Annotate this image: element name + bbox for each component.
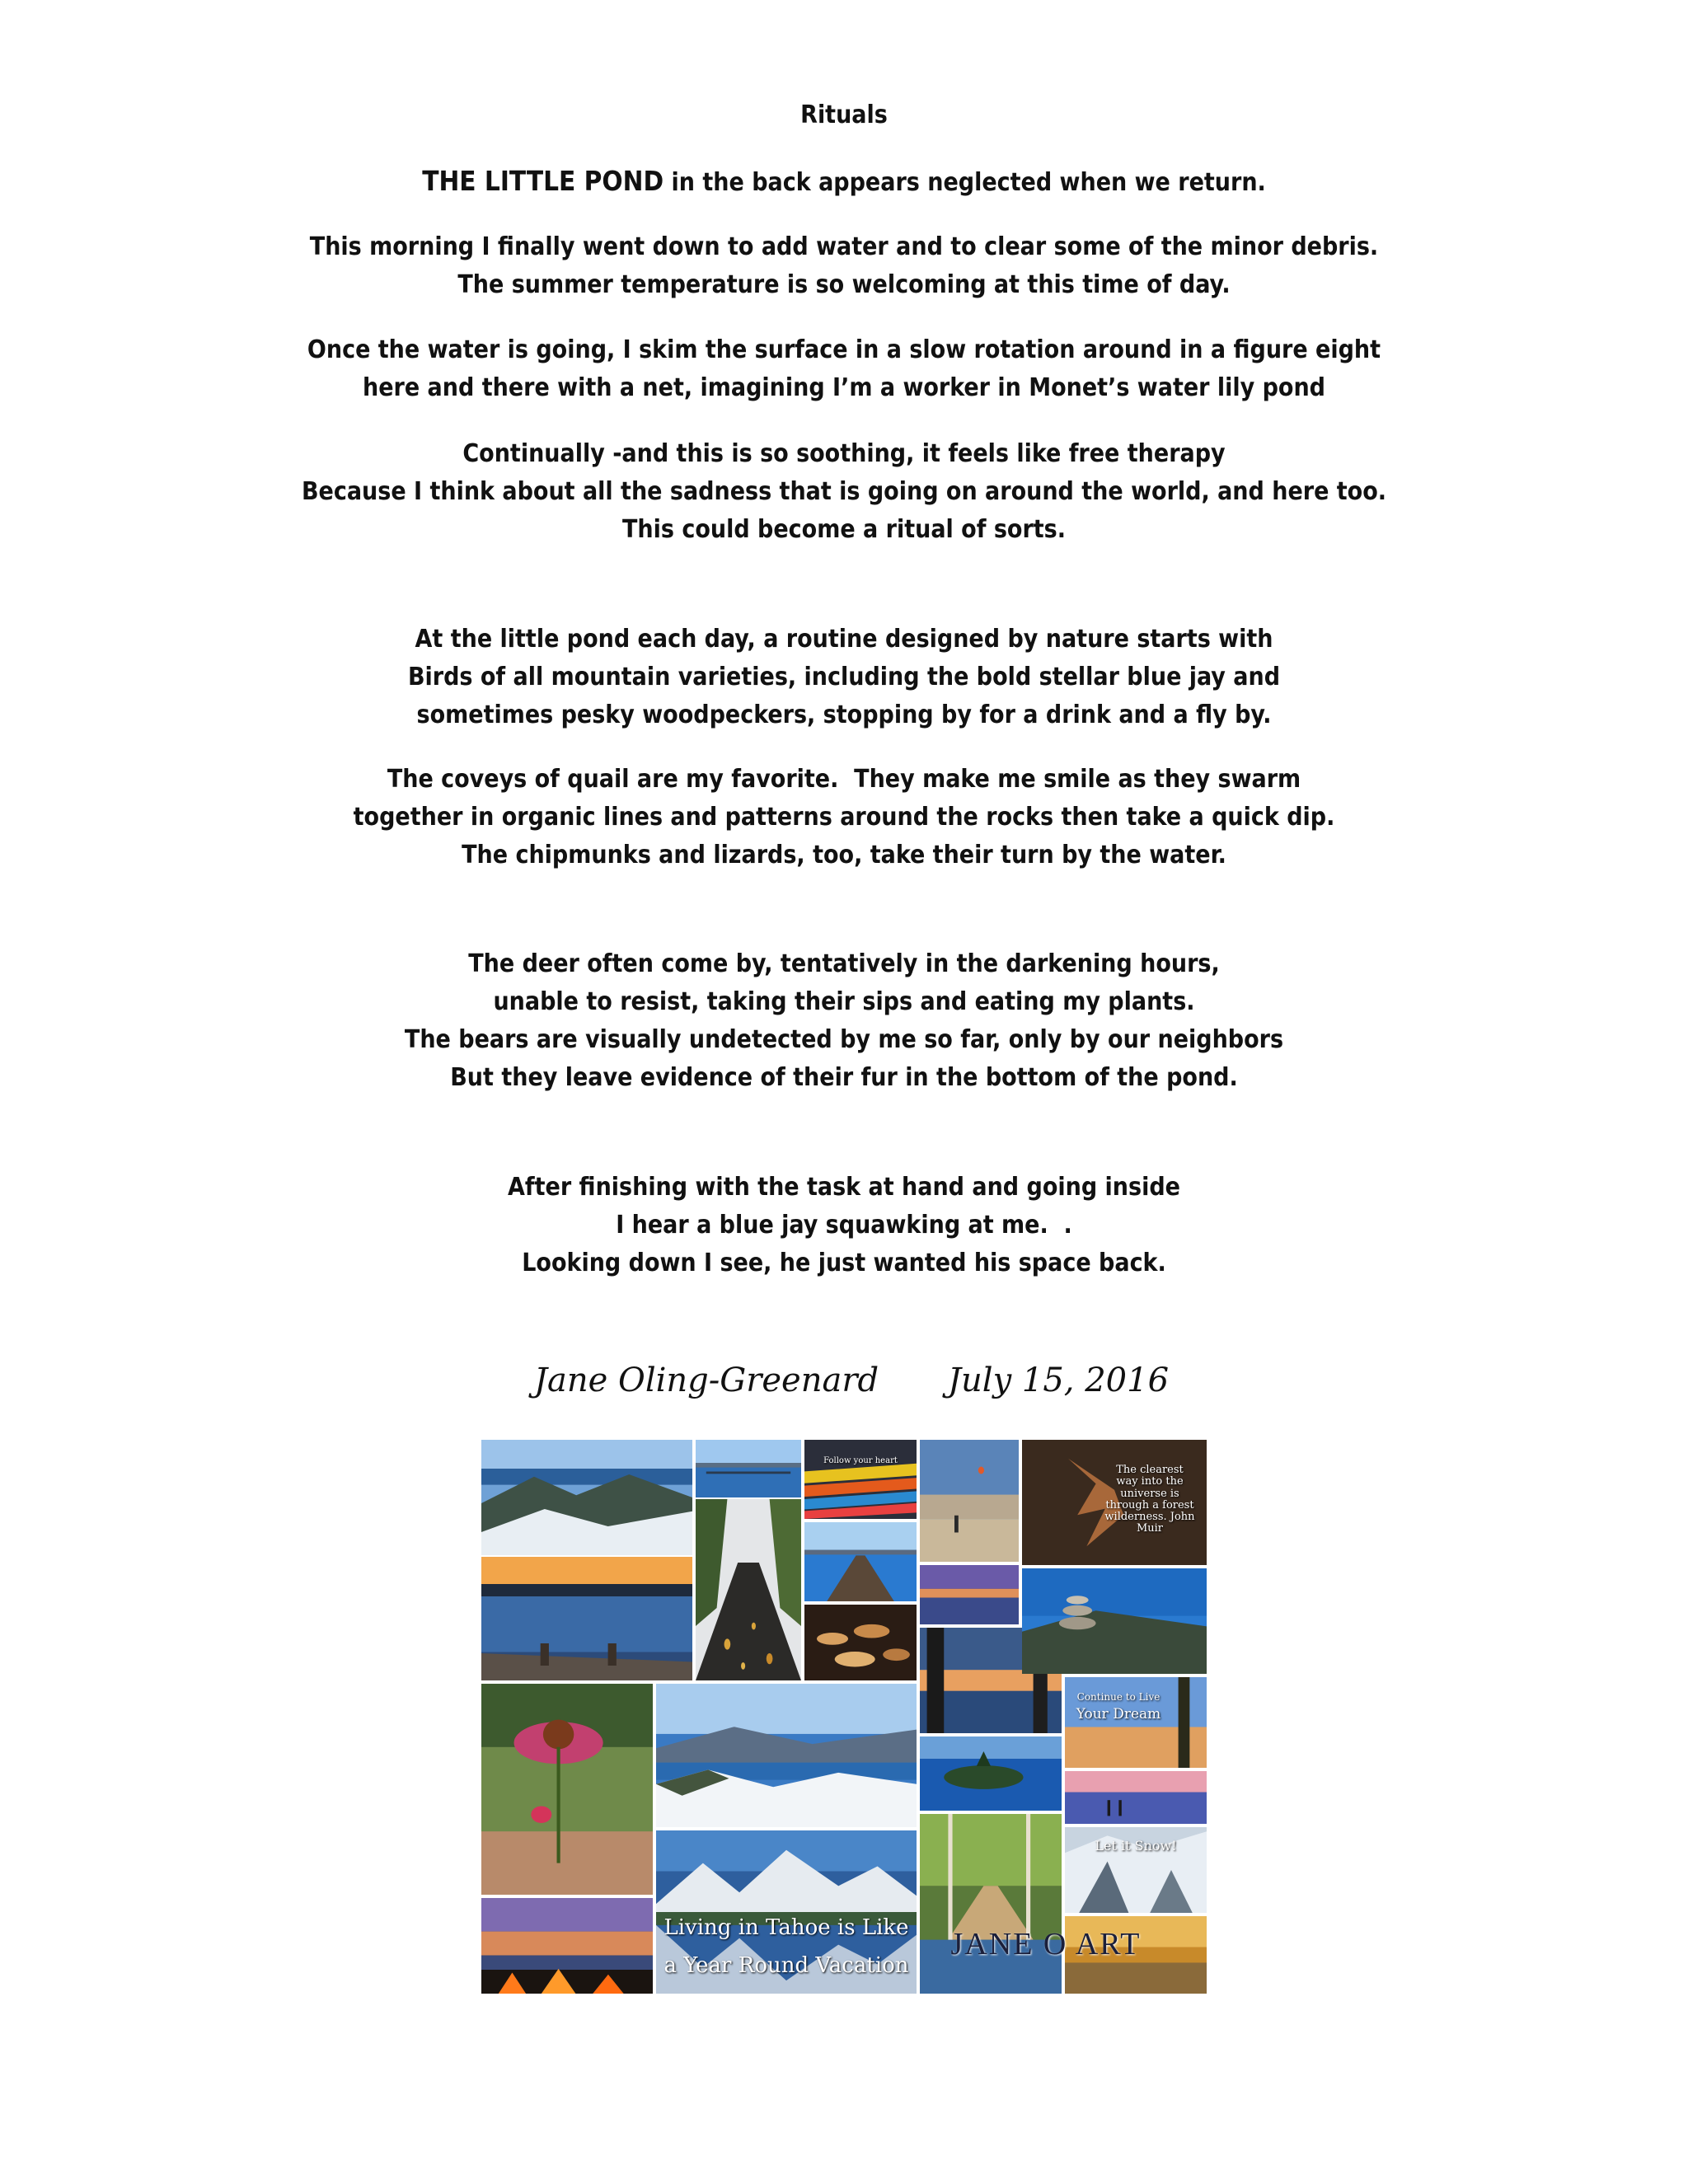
signature-date: July 15, 2016 [948, 1361, 1170, 1399]
poem-line-17: The bears are visually undetected by me so far, only by our neighbors [404, 1025, 1284, 1054]
poem-line-03: The summer temperature is so welcoming at this time of day. [457, 270, 1231, 299]
signature-author: Jane Oling-Greenard [534, 1361, 879, 1399]
poem-line-18: But they leave evidence of their fur in the bottom of the pond. [450, 1063, 1238, 1092]
snowy-lake-vista-photo [481, 1440, 692, 1555]
poem-line-11: sometimes pesky woodpeckers, stopping by for a drink and a fly by. [416, 701, 1272, 729]
kayak-caption: Follow your heart [823, 1456, 898, 1465]
poem-line-20: I hear a blue jay squawking at me. . [616, 1211, 1072, 1240]
dream-text-line-2: Your Dream [1076, 1706, 1161, 1722]
photo-collage [481, 1440, 1207, 1994]
poem-line-01-lead: THE LITTLE POND [422, 165, 664, 197]
poem-line-14: The chipmunks and lizards, too, take their turn by the water. [462, 841, 1226, 869]
poem-line-10: Birds of all mountain varieties, including the bold stellar blue jay and [407, 663, 1281, 691]
let-it-snow-photo [1065, 1827, 1207, 1913]
poem-line-13: together in organic lines and patterns around the rocks then take a quick dip. [353, 803, 1335, 832]
dream-text-line-1: Continue to Live [1076, 1691, 1160, 1703]
lake-pier-blue-photo [696, 1440, 801, 1497]
poem-line-04: Once the water is going, I skim the surface in a slow rotation around in a figure eight [307, 335, 1381, 364]
maple-leaf-quote-photo [1022, 1440, 1207, 1565]
autumn-trail-photo [920, 1814, 1062, 1994]
poem-line-01 [0, 165, 1688, 199]
vacation-text-line-1: Living in Tahoe is Like [663, 1915, 909, 1940]
muir-quote: The clearest way into the universe is through a forest wilderness. John Muir [1104, 1464, 1195, 1535]
snow-caption: Let it Snow! [1095, 1838, 1177, 1854]
fire-pit-sunset-photo [481, 1898, 653, 1994]
long-pier-photo [804, 1522, 917, 1601]
fannette-island-photo [920, 1736, 1062, 1811]
poem-line-16: unable to resist, taking their sips and eating my plants. [493, 987, 1195, 1016]
poem-line-09: At the little pond each day, a routine designed by nature starts with [415, 625, 1273, 654]
cairn-overlook-photo [1022, 1568, 1207, 1674]
vacation-text-line-2: a Year Round Vacation [663, 1953, 909, 1978]
poem-line-21: Looking down I see, he just wanted his space back. [522, 1249, 1166, 1277]
stacked-stones-photo [804, 1605, 917, 1680]
poem-line-08: This could become a ritual of sorts. [622, 515, 1066, 544]
pink-dusk-lake-photo [1065, 1771, 1207, 1824]
poem-title: Rituals [800, 101, 888, 129]
coneflower-photo [481, 1684, 653, 1895]
live-your-dream-photo [1065, 1677, 1207, 1768]
mountain-reflection-vacation-photo [656, 1830, 917, 1994]
snowy-tahoe-panorama-photo [656, 1684, 917, 1827]
kayaks-photo [804, 1440, 917, 1519]
poem-line-05: here and there with a net, imagining I’m a worker in Monet’s water lily pond [363, 373, 1325, 402]
jane-o-art-logo: JANE O ART [950, 1927, 1142, 1961]
poem-line-01-rest: in the back appears neglected when we return. [663, 168, 1266, 197]
poem-line-02: This morning I finally went down to add water and to clear some of the minor debris. [309, 232, 1379, 261]
sunset-dock-photo [481, 1557, 692, 1680]
poem-line-06: Continually -and this is so soothing, it feels like free therapy [462, 439, 1226, 468]
beach-kite-photo [920, 1440, 1019, 1562]
poem-line-19: After finishing with the task at hand and going inside [508, 1173, 1180, 1202]
purple-sunset-lake-photo [920, 1565, 1019, 1624]
poem-line-12: The coveys of quail are my favorite. They make me smile as they swarm [387, 765, 1301, 794]
poem-line-15: The deer often come by, tentatively in the darkening hours, [468, 949, 1220, 978]
autumn-road-photo [696, 1499, 801, 1680]
poem-line-07: Because I think about all the sadness that is going on around the world, and here too. [301, 477, 1387, 506]
